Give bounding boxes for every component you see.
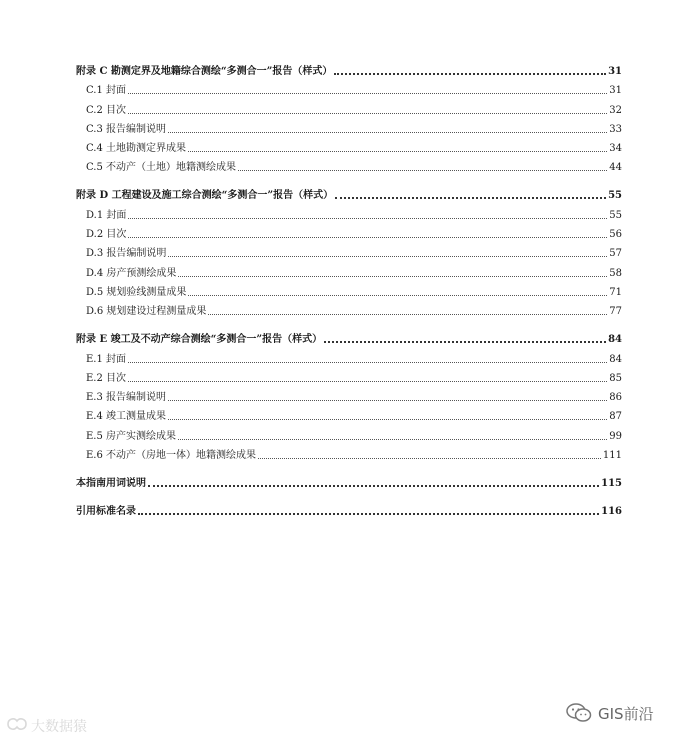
- brand-logo-icon: [6, 716, 28, 736]
- toc-page-number: 84: [609, 353, 622, 365]
- toc-entry-sub[interactable]: [76, 443, 622, 462]
- toc-entry-sub[interactable]: [76, 385, 622, 404]
- toc-entry-sub[interactable]: [76, 136, 622, 155]
- toc-dot-leader: [178, 276, 607, 277]
- toc-page-number: 55: [609, 209, 622, 221]
- toc-page-number: 58: [609, 267, 622, 279]
- toc-entry-title: C.3 报告编制说明: [86, 123, 167, 135]
- toc-entry-sub[interactable]: [76, 260, 622, 279]
- toc-page-number: 85: [609, 372, 622, 384]
- toc-entry-title: D.3 报告编制说明: [86, 248, 167, 260]
- toc-entry-sub[interactable]: [76, 423, 622, 442]
- toc-dot-leader: [188, 295, 607, 296]
- toc-dot-leader: [128, 113, 607, 114]
- toc-entry-title: 本指南用词说明: [76, 478, 146, 490]
- toc-entry-title: E.5 房产实测绘成果: [86, 430, 177, 442]
- toc-entry-sub[interactable]: [76, 78, 622, 97]
- toc-entry-main[interactable]: [76, 470, 622, 490]
- toc-dot-leader: [208, 314, 607, 315]
- toc-entry-title: E.1 封面: [86, 353, 127, 365]
- toc-page-number: 86: [609, 392, 622, 404]
- toc-entry-title: C.5 不动产（土地）地籍测绘成果: [86, 162, 237, 174]
- toc-entry-title: E.4 竣工测量成果: [86, 411, 167, 423]
- toc-page-number: 57: [609, 248, 622, 260]
- toc-entry-title: D.1 封面: [86, 209, 127, 221]
- toc-entry-title: 引用标准名录: [76, 506, 136, 518]
- toc-dot-leader: [128, 381, 607, 382]
- wechat-icon: [566, 702, 592, 724]
- toc-dot-leader: [188, 151, 607, 152]
- toc-dot-leader: [168, 132, 607, 133]
- toc-entry-title: 附录 E 竣工及不动产综合测绘“多测合一”报告（样式）: [76, 334, 323, 346]
- toc-page-number: 77: [609, 306, 622, 318]
- toc-dot-leader: [168, 256, 607, 257]
- toc-dot-leader: [178, 439, 607, 440]
- toc-page-number: 34: [609, 143, 622, 155]
- toc-dot-leader: [258, 458, 601, 459]
- toc-dot-leader: [324, 341, 606, 343]
- toc-dot-leader: [168, 419, 607, 420]
- toc-page-number: 87: [609, 411, 622, 423]
- toc-page-number: 115: [601, 478, 622, 490]
- toc-entry-title: E.6 不动产（房地一体）地籍测绘成果: [86, 450, 257, 462]
- toc-dot-leader: [128, 218, 607, 219]
- toc-page-number: 33: [609, 123, 622, 135]
- watermark-right-text: GIS前沿: [598, 704, 654, 723]
- toc-dot-leader: [335, 197, 606, 199]
- toc-entry-title: E.2 目次: [86, 372, 127, 384]
- toc-entry-sub[interactable]: [76, 280, 622, 299]
- toc-entry-sub[interactable]: [76, 155, 622, 174]
- toc-dot-leader: [128, 362, 607, 363]
- toc-entry-title: D.5 规划验线测量成果: [86, 286, 187, 298]
- toc-page-number: 31: [608, 66, 622, 77]
- toc-entry-title: D.2 目次: [86, 229, 127, 241]
- toc-entry-sub[interactable]: [76, 202, 622, 221]
- toc-entry-sub[interactable]: [76, 97, 622, 116]
- toc-page-number: 71: [609, 286, 622, 298]
- toc-page-number: 44: [609, 162, 622, 174]
- toc-page-number: 32: [609, 104, 622, 116]
- toc-entry-title: E.3 报告编制说明: [86, 392, 167, 404]
- toc-page-number: 99: [609, 430, 622, 442]
- toc-entry-main[interactable]: [76, 498, 622, 518]
- toc-entry-main[interactable]: [76, 326, 622, 346]
- toc-dot-leader: [148, 485, 599, 487]
- toc-entry-title: 附录 C 勘测定界及地籍综合测绘“多测合一”报告（样式）: [76, 66, 333, 77]
- toc-dot-leader: [138, 513, 599, 515]
- table-of-contents: [76, 58, 622, 518]
- toc-page-number: 55: [608, 190, 622, 202]
- toc-page-number: 31: [609, 85, 622, 97]
- toc-entry-title: C.2 目次: [86, 104, 127, 116]
- toc-dot-leader: [128, 93, 607, 94]
- toc-entry-sub[interactable]: [76, 241, 622, 260]
- toc-entry-sub[interactable]: [76, 366, 622, 385]
- toc-dot-leader: [128, 237, 607, 238]
- toc-page-number: 84: [608, 334, 622, 346]
- toc-entry-sub[interactable]: [76, 346, 622, 365]
- watermark-left: [6, 716, 87, 736]
- watermark-left-text: 大数据猿: [31, 719, 87, 735]
- toc-page-number: 111: [602, 450, 622, 462]
- toc-entry-main[interactable]: [76, 182, 622, 202]
- toc-page-number: 56: [609, 229, 622, 241]
- toc-entry-title: C.1 封面: [86, 85, 127, 97]
- toc-dot-leader: [168, 400, 607, 401]
- toc-entry-title: C.4 土地勘测定界成果: [86, 143, 187, 155]
- toc-entry-main[interactable]: [76, 58, 622, 78]
- toc-entry-sub[interactable]: [76, 117, 622, 136]
- toc-entry-sub[interactable]: [76, 404, 622, 423]
- toc-entry-sub[interactable]: [76, 299, 622, 318]
- toc-entry-title: 附录 D 工程建设及施工综合测绘“多测合一”报告（样式）: [76, 190, 334, 202]
- toc-dot-leader: [334, 73, 606, 75]
- toc-page-number: 116: [601, 506, 622, 518]
- toc-entry-title: D.6 规划建设过程测量成果: [86, 306, 207, 318]
- toc-dot-leader: [238, 170, 607, 171]
- toc-entry-title: D.4 房产预测绘成果: [86, 267, 177, 279]
- toc-entry-sub[interactable]: [76, 222, 622, 241]
- watermark-right: [566, 702, 654, 724]
